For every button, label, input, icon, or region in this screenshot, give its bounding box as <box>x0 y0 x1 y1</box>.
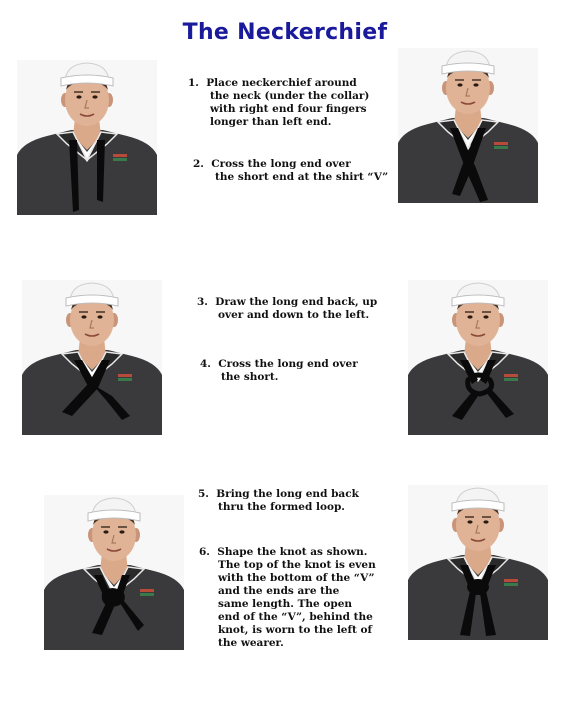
sailor-illustration-step-5 <box>44 495 184 650</box>
sailor-illustration-step-2 <box>398 48 538 203</box>
sailor-illustration-step-1 <box>17 60 157 215</box>
step-5-line-1: Bring the long end back <box>216 488 359 500</box>
step-6-number: 6. <box>199 546 210 558</box>
page-title: The Neckerchief <box>182 20 388 45</box>
sailor-illustration-step-3 <box>22 280 162 435</box>
step-5-line-2: thru the formed loop. <box>218 501 345 513</box>
sailor-illustration-step-6 <box>408 485 548 640</box>
step-2-text <box>193 158 388 184</box>
step-6-line-4: and the ends are the <box>218 585 340 597</box>
step-4-line-1: Cross the long end over <box>218 358 358 370</box>
step-1-text <box>188 77 369 129</box>
step-6-text <box>199 546 376 650</box>
step-3-number: 3. <box>197 296 208 308</box>
step-1-line-4: longer than left end. <box>210 116 332 128</box>
step-6-line-5: same length. The open <box>218 598 353 610</box>
step-4-text <box>200 358 358 384</box>
step-2-line-2: the short end at the shirt “V” <box>215 171 389 183</box>
step-3-line-1: Draw the long end back, up <box>215 296 378 308</box>
step-5-number: 5. <box>198 488 209 500</box>
step-1-line-3: with right end four fingers <box>210 103 367 115</box>
step-6-line-2: The top of the knot is even <box>218 559 376 571</box>
step-2-number: 2. <box>193 158 204 170</box>
step-5-text <box>198 488 359 514</box>
step-6-line-7: knot, is worn to the left of <box>218 624 373 636</box>
step-1-line-1: Place neckerchief around <box>206 77 357 89</box>
step-3-line-2: over and down to the left. <box>218 309 370 321</box>
step-6-line-6: end of the “V”, behind the <box>218 611 373 623</box>
step-1-line-2: the neck (under the collar) <box>210 90 370 102</box>
step-6-line-3: with the bottom of the “V” <box>218 572 375 584</box>
step-4-number: 4. <box>200 358 211 370</box>
step-2-line-1: Cross the long end over <box>211 158 351 170</box>
step-3-text <box>197 296 377 322</box>
sailor-illustration-step-4 <box>408 280 548 435</box>
step-1-number: 1. <box>188 77 199 89</box>
step-4-line-2: the short. <box>221 371 279 383</box>
step-6-line-1: Shape the knot as shown. <box>217 546 368 558</box>
step-6-line-8: the wearer. <box>218 637 284 649</box>
